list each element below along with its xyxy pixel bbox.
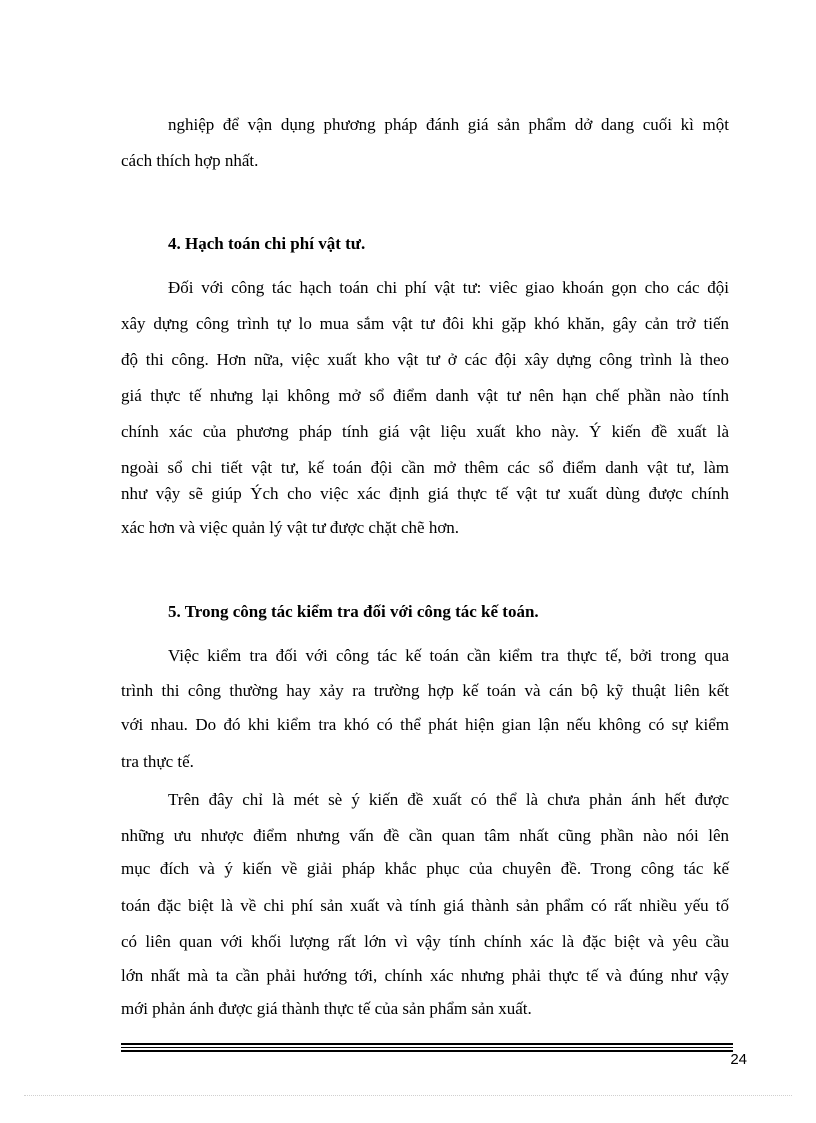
paragraph-line: trình thi công thường hay xảy ra trường hợp kế toán và cán bộ kỹ thuật liên kết	[121, 681, 729, 700]
paragraph-line: lớn nhất mà ta cần phải hướng tới, chính xác nhưng phải thực tế và đúng như vậy	[121, 966, 729, 985]
section-heading-5: 5. Trong công tác kiểm tra đối với công tác kế toán.	[168, 602, 539, 621]
paragraph-line: độ thi công. Hơn nữa, việc xuất kho vật tư ở các đội xây dựng công trình là theo	[121, 350, 729, 369]
section-heading-4: 4. Hạch toán chi phí vật tư.	[168, 234, 366, 253]
page-edge-divider	[24, 1095, 792, 1096]
paragraph-line: chính xác của phương pháp tính giá vật liệu xuất kho này. Ý kiến đề xuất là	[121, 422, 729, 441]
paragraph-line: mới phản ánh được giá thành thực tế của sản phẩm sản xuất.	[121, 999, 532, 1018]
paragraph-line: nghiệp để vận dụng phương pháp đánh giá sản phẩm dở dang cuối kì một	[168, 115, 729, 134]
paragraph-line: Việc kiểm tra đối với công tác kế toán cần kiểm tra thực tế, bởi trong qua	[168, 646, 729, 665]
paragraph-line: xây dựng công trình tự lo mua sắm vật tư đôi khi gặp khó khăn, gây cản trở tiến	[121, 314, 729, 333]
paragraph-line: ngoài sổ chi tiết vật tư, kế toán đội cần mở thêm các sổ điểm danh vật tư, làm	[121, 458, 729, 477]
paragraph-line: giá thực tế nhưng lại không mở sổ điểm danh vật tư nên hạn chế phần nào tính	[121, 386, 729, 405]
footer-rule	[121, 1043, 733, 1045]
paragraph-line: toán đặc biệt là về chi phí sản xuất và tính giá thành sản phẩm có rất nhiều yếu tố	[121, 896, 729, 915]
paragraph-line: như vậy sẽ giúp Ých cho việc xác định giá thực tế vật tư xuất dùng được chính	[121, 484, 729, 503]
paragraph-line: tra thực tế.	[121, 752, 194, 771]
paragraph-line: mục đích và ý kiến về giải pháp khắc phục của chuyên đề. Trong công tác kế	[121, 859, 729, 878]
page-number: 24	[730, 1051, 747, 1068]
footer-rule	[121, 1050, 733, 1052]
paragraph-line: Đối với công tác hạch toán chi phí vật tư: viêc giao khoán gọn cho các đội	[168, 278, 729, 297]
paragraph-line: những ưu nhược điểm nhưng vấn đề cần quan tâm nhất cũng phần nào nói lên	[121, 826, 729, 845]
paragraph-line: cách thích hợp nhất.	[121, 151, 259, 170]
paragraph-line: với nhau. Do đó khi kiểm tra khó có thể phát hiện gian lận nếu không có sự kiểm	[121, 715, 729, 734]
footer-rule	[121, 1047, 733, 1048]
paragraph-line: xác hơn và việc quản lý vật tư được chặt chẽ hơn.	[121, 518, 460, 537]
paragraph-line: Trên đây chỉ là mét sè ý kiến đề xuất có thể là chưa phản ánh hết được	[168, 790, 729, 809]
paragraph-line: có liên quan với khối lượng rất lớn vì vậy tính chính xác là đặc biệt và yêu cầu	[121, 932, 729, 951]
